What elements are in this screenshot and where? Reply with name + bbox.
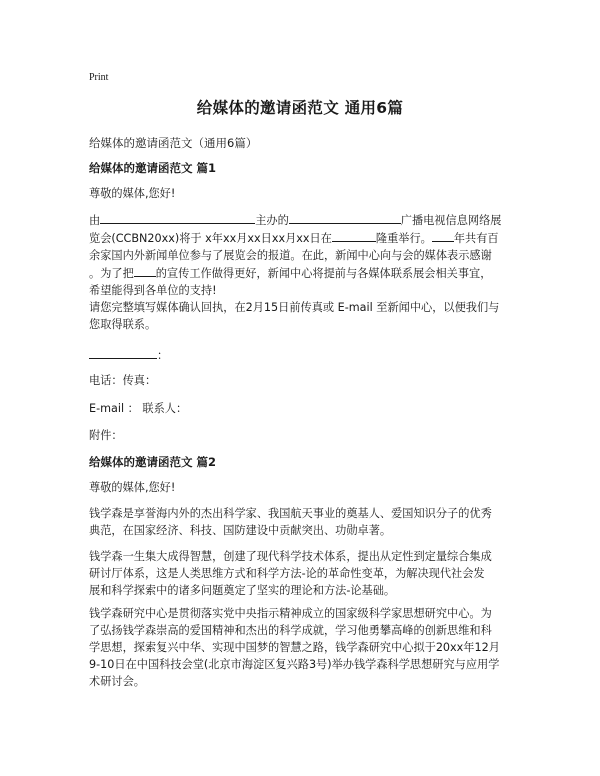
text-line: 术研讨会。 xyxy=(89,675,145,688)
section-2-heading: 给媒体的邀请函范文 篇2 xyxy=(89,455,217,469)
section-1-heading: 给媒体的邀请函范文 篇1 xyxy=(89,161,217,175)
fill-blank-underline xyxy=(432,229,454,242)
print-label: Print xyxy=(89,72,109,83)
text-line: 。为了把 的宣传工作做得更好，新闻中心将提前与各媒体联系展会相关事宜， xyxy=(89,264,519,282)
section-1-greeting: 尊敬的媒体,您好! xyxy=(89,187,176,200)
phone-fax-line: 电话：传真： xyxy=(89,374,157,387)
fill-blank-underline xyxy=(89,346,157,359)
section-1-paragraph-2 xyxy=(89,299,519,333)
fill-blank-underline xyxy=(289,211,401,224)
email-contact-line: E-mail ： 联系人： xyxy=(89,402,188,415)
document-title: 给媒体的邀请函范文 通用6篇 xyxy=(196,99,404,117)
text-line: 了弘扬钱学森崇高的爱国精神和杰出的科学成就，学习他勇攀高峰的创新思维和科 xyxy=(89,624,492,637)
text-line: 您取得联系。 xyxy=(89,318,157,331)
section-2-paragraph-1 xyxy=(89,505,519,539)
section-1-paragraph-1 xyxy=(89,211,519,299)
text-line: 钱学森是享誉海内外的杰出科学家、我国航天事业的奠基人、爱国知识分子的优秀 xyxy=(89,507,492,520)
section-2-paragraph-3 xyxy=(89,605,519,690)
text-line: 钱学森研究中心是贯彻落实党中央指示精神成立的国家级科学家思想研究中心。为 xyxy=(89,607,492,620)
text-line: 希望能得到各单位的支持! xyxy=(89,284,217,297)
section-2-paragraph-2 xyxy=(89,548,519,599)
attachment-line: 附件： xyxy=(89,429,123,442)
text-line: 览会(CCBN20xx)将于 x年xx月xx日xx月xx日在 隆重举行。 年共有百 xyxy=(89,229,519,247)
text-line: 典范，在国家经济、科技、国防建设中贡献突出、功勋卓著。 xyxy=(89,524,392,537)
signature-blank-line: ： xyxy=(89,346,519,364)
text-line: 请您完整填写媒体确认回执，在2月15日前传真或 E-mail 至新闻中心，以便我们与 xyxy=(89,301,500,314)
text-line: 余家国内外新闻单位参与了展览会的报道。在此，新闻中心向与会的媒体表示感谢 xyxy=(89,249,492,262)
text-line: 钱学森一生集大成得智慧，创建了现代科学技术体系，提出从定性到定量综合集成 xyxy=(89,550,492,563)
text-line: 研讨厅体系，这是人类思维方式和科学方法-论的革命性变革，为解决现代社会发 xyxy=(89,567,485,580)
document-subtitle: 给媒体的邀请函范文（通用6篇） xyxy=(89,136,258,150)
fill-blank-underline xyxy=(100,211,255,224)
section-2-greeting: 尊敬的媒体,您好! xyxy=(89,481,176,494)
fill-blank-underline xyxy=(332,229,376,242)
text-line: 学思想，探索复兴中华、实现中国梦的智慧之路，钱学森研究中心拟于20xx年12月 xyxy=(89,641,500,654)
text-line: 由 主办的 广播电视信息网络展 xyxy=(89,211,519,229)
fill-blank-underline xyxy=(134,264,156,277)
text-line: 展和科学探索中的诸多问题奠定了坚实的理论和方法-论基础。 xyxy=(89,584,396,597)
text-line: 9-10日在中国科技会堂(北京市海淀区复兴路3号)举办钱学森科学思想研究与应用学 xyxy=(89,658,500,671)
